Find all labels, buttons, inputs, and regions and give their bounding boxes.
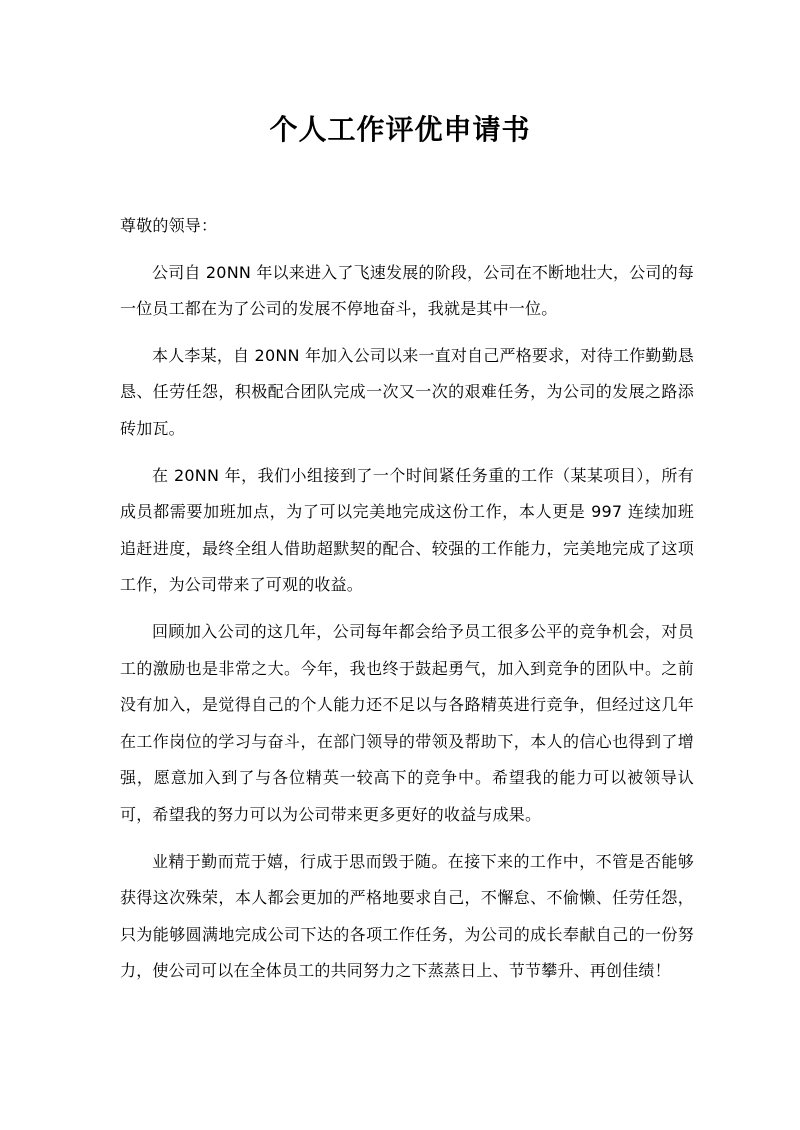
paragraph-4: 回顾加入公司的这几年，公司每年都会给予员工很多公平的竞争机会，对员工的激励也是非常之大。今年，我也终于鼓起勇气，加入到竞争的团队中。之前没有加入，是觉得自己的个人能力还不足以与各路精英进行竞争，但经过这几年在工作岗位的学习与奋斗，在部门领导的带领及帮助下，本人的信心也得到了增强，愿意加入到了与各位精英一较高下的竞争中。希望我的能力可以被领导认可，希望我的努力可以为公司带来更多更好的收益与成果。: [120, 621, 694, 824]
paragraph-3: 在 20NN 年，我们小组接到了一个时间紧任务重的工作（某某项目），所有成员都需要加班加点，为了可以完美地完成这份工作，本人更是 997 连续加班追赶进度，最终全组人借助超默契的配合、较强的工作能力，完美地完成了这项工作，为公司带来了可观的收益。: [120, 465, 694, 595]
salutation: 尊敬的领导：: [120, 216, 218, 235]
paragraph-1: 公司自 20NN 年以来进入了飞速发展的阶段，公司在不断地壮大，公司的每一位员工都在为了公司的发展不停地奋斗，我就是其中一位。: [120, 262, 694, 319]
paragraph-5: 业精于勤而荒于嬉，行成于思而毁于随。在接下来的工作中，不管是否能够获得这次殊荣，本人都会更加的严格地要求自己，不懈怠、不偷懒、任劳任怨，只为能够圆满地完成公司下达的各项工作任务，为公司的成长奉献自己的一份努力，使公司可以在全体员工的共同努力之下蒸蒸日上、节节攀升、再创佳绩！: [120, 851, 694, 981]
document-body: [120, 208, 694, 1000]
document-title: 个人工作评优申请书: [269, 113, 531, 146]
paragraph-2: 本人李某，自 20NN 年加入公司以来一直对自己严格要求，对待工作勤勤恳恳、任劳任怨，积极配合团队完成一次又一次的艰难任务，为公司的发展之路添砖加瓦。: [120, 345, 694, 438]
